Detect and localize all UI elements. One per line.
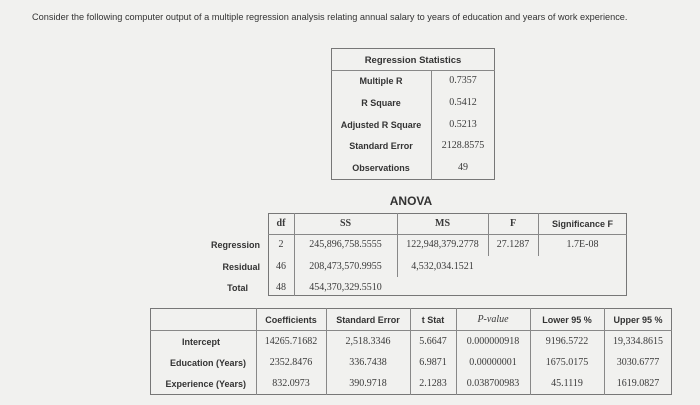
coef-upper-95: 3030.6777 xyxy=(616,357,660,368)
anova-ss: 454,370,329.5510 xyxy=(309,282,382,293)
coef-p-value: 0.000000918 xyxy=(466,336,520,347)
question-text: Consider the following computer output of a multiple regression analysis relating annual salary to years of education and years of work experience. xyxy=(32,12,628,22)
coef-header-coefficients: Coefficients xyxy=(265,315,317,325)
coef-t-stat: 6.9871 xyxy=(419,357,447,368)
stat-label: Observations xyxy=(352,163,410,173)
stat-value: 0.5213 xyxy=(449,119,477,130)
coef-header-p-value: P-value xyxy=(477,314,509,325)
anova-df: 46 xyxy=(276,261,286,272)
anova-header-ss: SS xyxy=(339,218,352,229)
coef-value: 2352.8476 xyxy=(269,357,313,368)
coef-lower-95: 1675.0175 xyxy=(545,357,589,368)
regression-statistics-title: Regression Statistics xyxy=(364,55,462,66)
stat-label: Multiple R xyxy=(359,76,403,86)
coef-row-label: Intercept xyxy=(181,337,220,347)
coef-header-standard-error: Standard Error xyxy=(336,315,400,325)
coef-upper-95: 1619.0827 xyxy=(616,378,660,389)
anova-df: 2 xyxy=(278,239,284,250)
stat-value: 0.7357 xyxy=(449,75,477,86)
coef-header-lower-95: Lower 95 % xyxy=(542,315,592,325)
anova-df: 48 xyxy=(276,282,286,293)
anova-row-label: Total xyxy=(227,283,248,293)
anova-title: ANOVA xyxy=(389,194,433,208)
coef-upper-95: 19,334.8615 xyxy=(613,336,663,347)
anova-header-df: df xyxy=(276,218,286,229)
anova-ms: 122,948,379.2778 xyxy=(406,239,479,250)
coef-lower-95: 45.1119 xyxy=(551,378,583,389)
stat-label: Standard Error xyxy=(349,141,413,151)
anova-header-ms: MS xyxy=(435,218,450,229)
stat-label: Adjusted R Square xyxy=(340,120,422,130)
coef-lower-95: 9196.5722 xyxy=(545,336,589,347)
coef-value: 14265.71682 xyxy=(264,336,318,347)
stat-value: 0.5412 xyxy=(449,97,477,108)
anova-row-label: Regression xyxy=(210,240,260,250)
coef-p-value: 0.00000001 xyxy=(469,357,517,368)
anova-ss: 245,896,758.5555 xyxy=(309,239,382,250)
coef-row-label: Experience (Years) xyxy=(165,379,246,389)
coef-header-t-stat: t Stat xyxy=(421,315,445,325)
coef-standard-error: 390.9718 xyxy=(349,378,387,389)
coef-standard-error: 336.7438 xyxy=(349,357,387,368)
stat-label: R Square xyxy=(361,98,401,108)
anova-header-significance-f: Significance F xyxy=(551,219,613,229)
anova-significance-f: 1.7E-08 xyxy=(566,239,599,250)
anova-ss: 208,473,570.9955 xyxy=(309,261,382,272)
anova-row-label: Residual xyxy=(222,262,260,272)
coef-p-value: 0.038700983 xyxy=(466,378,520,389)
anova-header-f: F xyxy=(509,218,517,229)
stat-value: 49 xyxy=(458,162,468,173)
anova-ms: 4,532,034.1521 xyxy=(411,261,474,272)
coef-t-stat: 2.1283 xyxy=(419,378,447,389)
coef-t-stat: 5.6647 xyxy=(419,336,447,347)
stat-value: 2128.8575 xyxy=(441,140,485,151)
coef-row-label: Education (Years) xyxy=(169,358,246,368)
anova-f: 27.1287 xyxy=(496,239,530,250)
coef-header-upper-95: Upper 95 % xyxy=(613,315,663,325)
coef-standard-error: 2,518.3346 xyxy=(345,336,391,347)
coef-value: 832.0973 xyxy=(272,378,310,389)
